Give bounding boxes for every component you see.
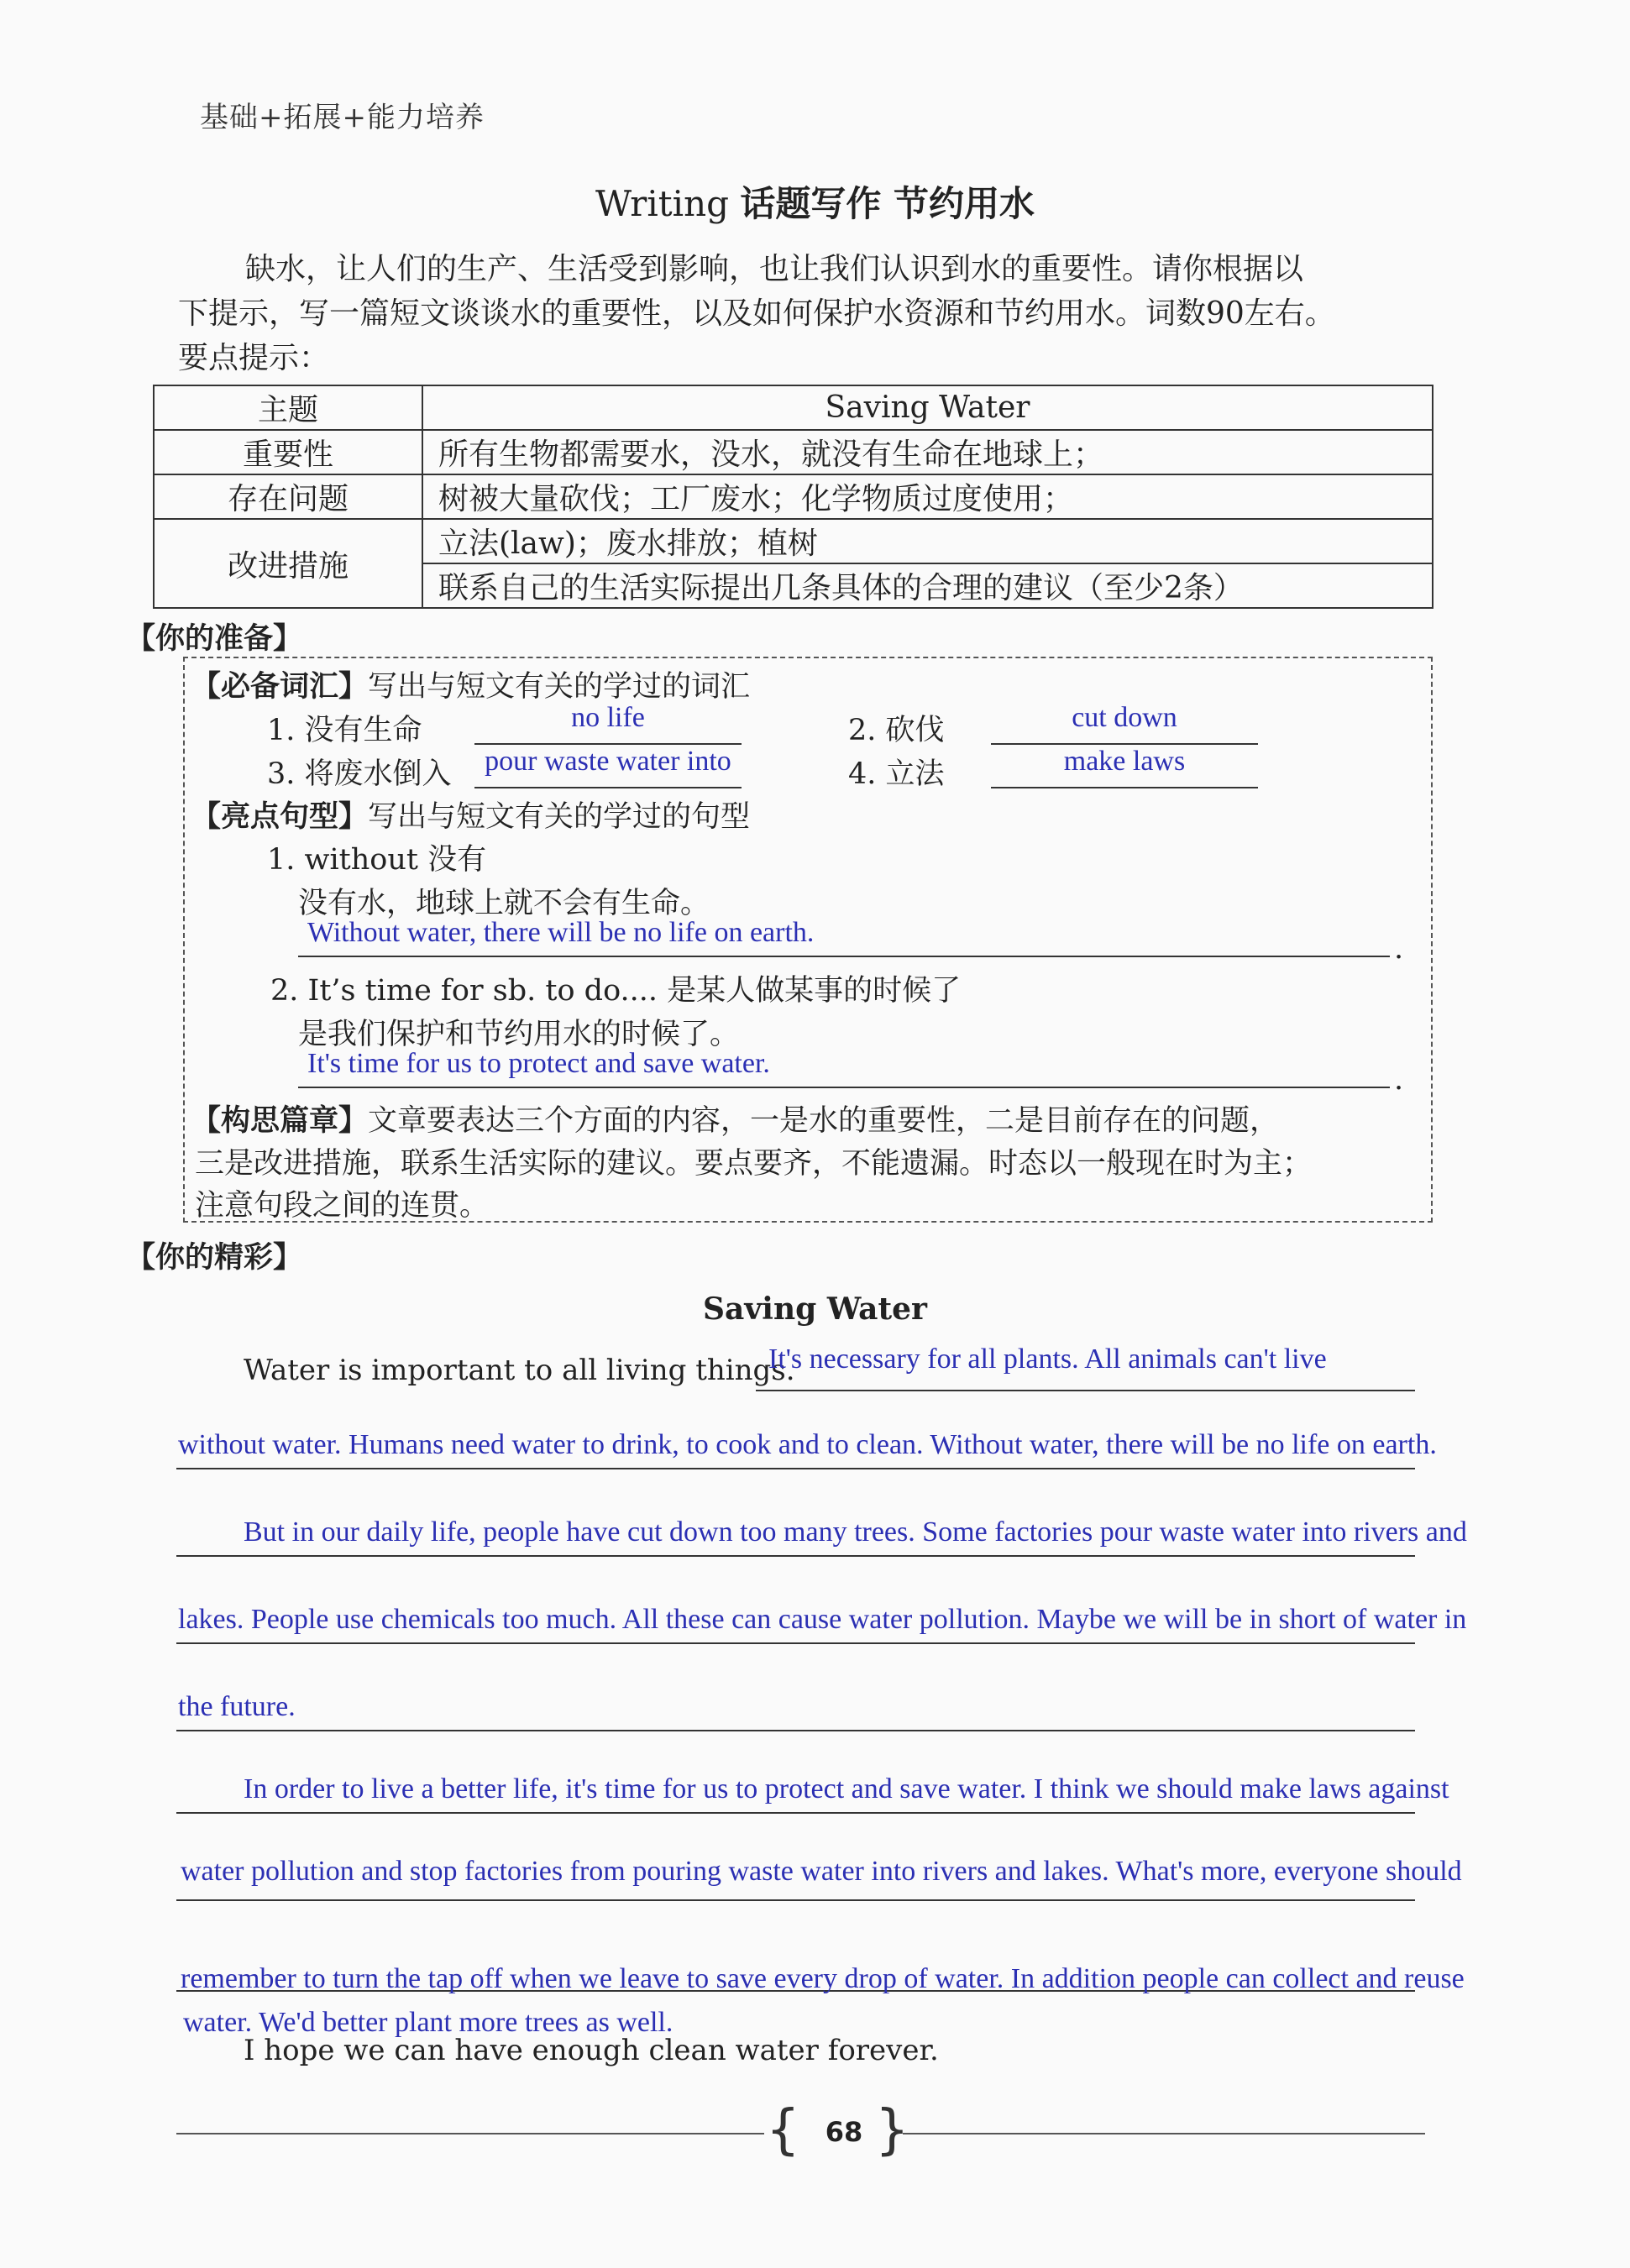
essay-blank-first[interactable] <box>756 1390 1415 1391</box>
table-row <box>154 474 1433 519</box>
structure-line-2: 三是改进措施，联系生活实际的建议。要点要齐，不能遗漏。时态以一般现在时为主； <box>195 1147 1313 1181</box>
essay-answer-line-3: But in our daily life, people have cut down too many trees. Some factories pour waste water into rivers and <box>244 1516 1467 1548</box>
title-chinese: 话题写作 节约用水 <box>740 183 1035 224</box>
sentence-tag: 【亮点句型】 <box>191 800 369 834</box>
essay-first-sentence: Water is important to all living things. <box>244 1354 795 1387</box>
essay-answer-line-6: In order to live a better life, it's time for us to protect and save water. I think we should make laws against <box>244 1773 1449 1804</box>
sentence-answer-1: Without water, there will be no life on earth. <box>307 917 815 948</box>
sentence-pattern-1: 1. without 没有 <box>267 843 487 877</box>
vocab-blank-4[interactable] <box>991 787 1258 788</box>
essay-answer-line-9: water. We'd better plant more trees as well. <box>183 2007 673 2038</box>
measures-value-1: 立法(law)；废水排放；植树 <box>422 519 1433 563</box>
vocab-prompt-1: 1. 没有生命 <box>267 714 422 747</box>
structure-text-1: 文章要表达三个方面的内容，一是水的重要性，二是目前存在的问题， <box>368 1104 1280 1138</box>
vocab-tag: 【必备词汇】 <box>191 670 369 704</box>
prep-heading: 【你的准备】 <box>126 622 303 656</box>
title-english: Writing <box>595 183 730 224</box>
sentence-blank-2[interactable] <box>298 1087 1390 1088</box>
sentence-answer-2: It's time for us to protect and save water. <box>307 1048 770 1079</box>
structure-tag: 【构思篇章】 <box>191 1104 369 1138</box>
essay-heading: 【你的精彩】 <box>126 1241 303 1275</box>
book-series-header: 基础+拓展+能力培养 <box>200 101 485 134</box>
vocab-prompt-3: 3. 将废水倒入 <box>267 757 452 791</box>
sentence-blank-1[interactable] <box>298 956 1390 957</box>
problems-value: 树被大量砍伐；工厂废水；化学物质过度使用； <box>422 474 1433 519</box>
vocab-blank-1[interactable] <box>474 743 742 745</box>
essay-answer-line-4: lakes. People use chemicals too much. All these can cause water pollution. Maybe we will be in short of water in <box>178 1604 1467 1635</box>
intro-line-1: 缺水，让人们的生产、生活受到影响，也让我们认识到水的重要性。请你根据以 <box>245 252 1304 286</box>
vocab-blank-2[interactable] <box>991 743 1258 745</box>
essay-title: Saving Water <box>703 1291 927 1327</box>
topic-value: Saving Water <box>422 385 1433 430</box>
essay-writing-line[interactable] <box>176 1899 1415 1901</box>
essay-answer-line-1: It's necessary for all plants. All animals can't live <box>768 1344 1327 1375</box>
left-brace-icon: { <box>766 2099 800 2161</box>
importance-value: 所有生物都需要水，没水，就没有生命在地球上； <box>422 430 1433 474</box>
intro-line-3: 要点提示： <box>178 341 330 375</box>
sentence-heading <box>191 794 750 835</box>
problems-label: 存在问题 <box>154 474 422 519</box>
vocab-blank-3[interactable] <box>474 787 742 788</box>
intro-line-2: 下提示，写一篇短文谈谈水的重要性，以及如何保护水资源和节约用水。词数90左右。 <box>178 296 1335 331</box>
structure-line-1 <box>191 1097 1279 1139</box>
essay-writing-line[interactable] <box>176 1812 1415 1814</box>
table-row <box>154 430 1433 474</box>
footer-rule-left <box>176 2133 764 2134</box>
essay-writing-line[interactable] <box>176 1468 1415 1469</box>
measures-label: 改进措施 <box>154 519 422 608</box>
essay-writing-line[interactable] <box>176 1642 1415 1644</box>
vocab-answer-2: cut down <box>1072 702 1177 733</box>
vocab-answer-1: no life <box>571 702 645 733</box>
vocab-desc: 写出与短文有关的学过的词汇 <box>368 670 751 704</box>
topic-label: 主题 <box>154 385 422 430</box>
sentence-period-1: . <box>1394 932 1404 966</box>
vocab-prompt-4: 4. 立法 <box>848 757 945 791</box>
essay-writing-line[interactable] <box>176 1555 1415 1557</box>
page-title <box>0 176 1630 227</box>
footer-rule-right <box>903 2133 1425 2134</box>
sentence-cn-2: 是我们保护和节约用水的时候了。 <box>298 1018 740 1051</box>
essay-last-sentence: I hope we can have enough clean water forever. <box>244 2034 939 2067</box>
essay-answer-line-7: water pollution and stop factories from pouring waste water into rivers and lakes. What's more, everyone should <box>181 1856 1462 1887</box>
sentence-pattern-2: 2. It’s time for sb. to do.... 是某人做某事的时候了 <box>270 974 962 1008</box>
right-brace-icon: } <box>875 2099 909 2161</box>
essay-answer-line-5: the future. <box>178 1691 296 1722</box>
sentence-period-2: . <box>1394 1063 1404 1097</box>
table-row <box>154 519 1433 563</box>
page-number: 68 <box>825 2116 863 2148</box>
key-points-table <box>153 385 1433 609</box>
sentence-desc: 写出与短文有关的学过的句型 <box>368 800 751 834</box>
sentence-cn-1: 没有水，地球上就不会有生命。 <box>298 887 710 920</box>
essay-answer-line-2: without water. Humans need water to drink, to cook and to clean. Without water, there will be no life on earth. <box>178 1429 1437 1460</box>
table-row <box>154 385 1433 430</box>
vocab-prompt-2: 2. 砍伐 <box>848 714 945 747</box>
essay-writing-line[interactable] <box>176 1730 1415 1731</box>
vocab-heading <box>191 663 750 705</box>
vocab-answer-4: make laws <box>1063 746 1186 777</box>
measures-value-2: 联系自己的生活实际提出几条具体的合理的建议（至少2条） <box>422 563 1433 608</box>
structure-line-3: 注意句段之间的连贯。 <box>195 1189 490 1223</box>
essay-answer-line-8: remember to turn the tap off when we leave to save every drop of water. In addition people can collect and reuse <box>181 1963 1465 1994</box>
vocab-answer-3: pour waste water into <box>485 746 731 777</box>
importance-label: 重要性 <box>154 430 422 474</box>
